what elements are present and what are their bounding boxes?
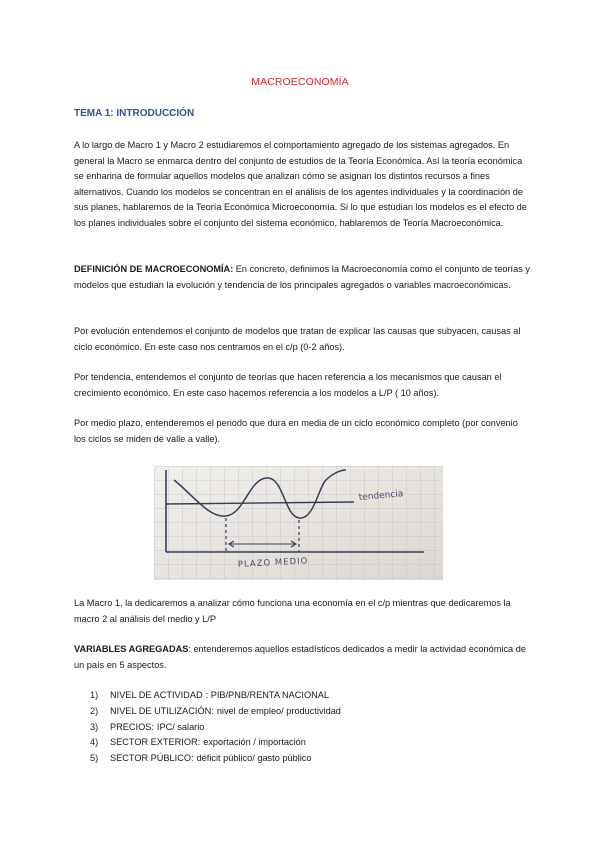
definition-label: DEFINICIÓN DE MACROECONOMÍA: xyxy=(74,264,234,274)
cycle-sketch-photo xyxy=(154,466,443,580)
paragraph-medio-plazo: Por medio plazo, entenderemos el periodo que dura en media de un ciclo económico completo (por convenio los ciclos se miden de valle a valle). xyxy=(74,418,518,444)
list-item: 4) SECTOR EXTERIOR: exportación / importación xyxy=(90,737,306,748)
variables-label: VARIABLES AGREGADAS xyxy=(74,644,189,654)
paragraph-evolucion: Por evolución entendemos el conjunto de modelos que tratan de explicar las causas que subyacen, causas al ciclo económico. En este caso nos centramos en el c/p (0-2 años). xyxy=(74,326,521,352)
paragraph-tendencia: Por tendencia, entendemos el conjunto de teorías que hacen referencia a los mecanismos que causan el crecimiento económico. En este caso hacemos referencia a los modelos a L/P ( 10 años). xyxy=(74,372,502,398)
list-item: 2) NIVEL DE UTILIZACIÓN: nivel de empleo/ productividad xyxy=(90,705,341,716)
list-item: 5) SECTOR PÚBLICO: déficit público/ gasto público xyxy=(90,753,312,764)
definition-text: En concreto, definimos la Macroeconomía como el conjunto de teorías y modelos que estudian la evolución y tendencia de los principales agregados o variables macroeconómicas. xyxy=(74,264,530,290)
document-title: MACROECONOMÍA xyxy=(251,76,349,88)
paragraph-macro1: La Macro 1, la dedicaremos a analizar cómo funciona una economía en el c/p mientras que dedicaremos la macro 2 al análisis del medio y L/P xyxy=(74,598,511,624)
label-plazo-medio: PLAZO MEDIO xyxy=(237,556,309,570)
aggregate-variables-list xyxy=(90,688,341,767)
paragraph-intro: A lo largo de Macro 1 y Macro 2 estudiaremos el comportamiento agregado de los sistemas agregados. En general la Macro se enmarca dentro del conjunto de estudios de la Teoría Económica. Así la teoría económica se enharina de formular aquellos modelos que analizan cómo se asignan los distintos recursos a fines alternativos. Cuando los modelos se concentran en el análisis de los agentes individuales y la coordinación de sus planes, hablaremos de la Teoría Económica Microeconomía. Si lo que estudian los modelos es el efecto de los planes individuales sobre el conjunto del sistema económico, hablaremos de Teoría Macroeconómica. xyxy=(74,140,527,228)
label-tendencia: tendencia xyxy=(358,489,404,503)
paragraph-variables xyxy=(74,642,530,673)
cycle-sketch xyxy=(154,466,443,580)
section-heading: TEMA 1: INTRODUCCIÓN xyxy=(74,108,195,119)
list-item: 3) PRECIOS: IPC/ salario xyxy=(90,721,205,732)
paragraph-definition xyxy=(74,262,530,293)
variables-text: : entenderemos aquellos estadísticos dedicados a medir la actividad económica de un país en 5 aspectos. xyxy=(74,644,526,670)
list-item: 1) NIVEL DE ACTIVIDAD : PIB/PNB/RENTA NACIONAL xyxy=(90,690,329,700)
